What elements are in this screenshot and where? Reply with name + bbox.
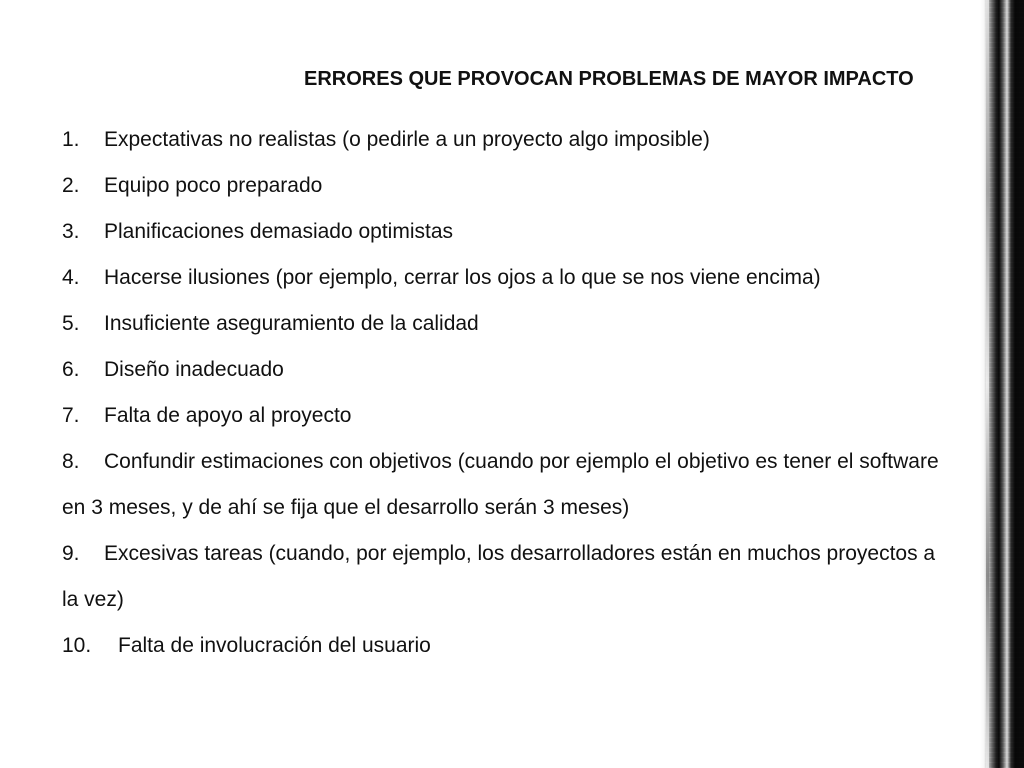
list-item: [62, 531, 954, 623]
list-item: [62, 347, 954, 393]
list-item: [62, 117, 954, 163]
list-item-text: Excesivas tareas (cuando, por ejemplo, los desarrolladores están en muchos proyectos a la vez): [62, 542, 936, 611]
list-item-text: Hacerse ilusiones (por ejemplo, cerrar los ojos a lo que se nos viene encima): [104, 266, 821, 289]
list-item-number: 6.: [62, 358, 80, 381]
slide-content: [62, 64, 954, 669]
list-item-number: 8.: [62, 450, 80, 473]
list-item-text: Confundir estimaciones con objetivos (cuando por ejemplo el objetivo es tener el software en 3 meses, y de ahí se fija que el desarrollo serán 3 meses): [62, 450, 939, 519]
list-item-number: 4.: [62, 266, 80, 289]
list-item: [62, 163, 954, 209]
list-item-number: 9.: [62, 542, 80, 565]
list-item: [62, 393, 954, 439]
list-item-text: Falta de apoyo al proyecto: [104, 404, 352, 427]
slide-title: ERRORES QUE PROVOCAN PROBLEMAS DE MAYOR IMPACTO: [304, 68, 914, 90]
metallic-side-border: [980, 0, 1024, 768]
list-item-number: 10.: [62, 634, 92, 657]
error-list: [62, 117, 954, 669]
list-item: [62, 209, 954, 255]
list-item-number: 1.: [62, 128, 80, 151]
list-item-text: Insuficiente aseguramiento de la calidad: [104, 312, 479, 335]
list-item-number: 7.: [62, 404, 80, 427]
list-item-text: Falta de involucración del usuario: [118, 634, 431, 657]
list-item-number: 5.: [62, 312, 80, 335]
list-item-text: Equipo poco preparado: [104, 174, 323, 197]
list-item-number: 2.: [62, 174, 80, 197]
list-item: [62, 439, 954, 531]
list-item-text: Diseño inadecuado: [104, 358, 284, 381]
list-item-number: 3.: [62, 220, 80, 243]
list-item-text: Planificaciones demasiado optimistas: [104, 220, 454, 243]
list-item: [62, 623, 954, 669]
list-item: [62, 255, 954, 301]
list-item: [62, 301, 954, 347]
list-item-text: Expectativas no realistas (o pedirle a un proyecto algo imposible): [104, 128, 710, 151]
